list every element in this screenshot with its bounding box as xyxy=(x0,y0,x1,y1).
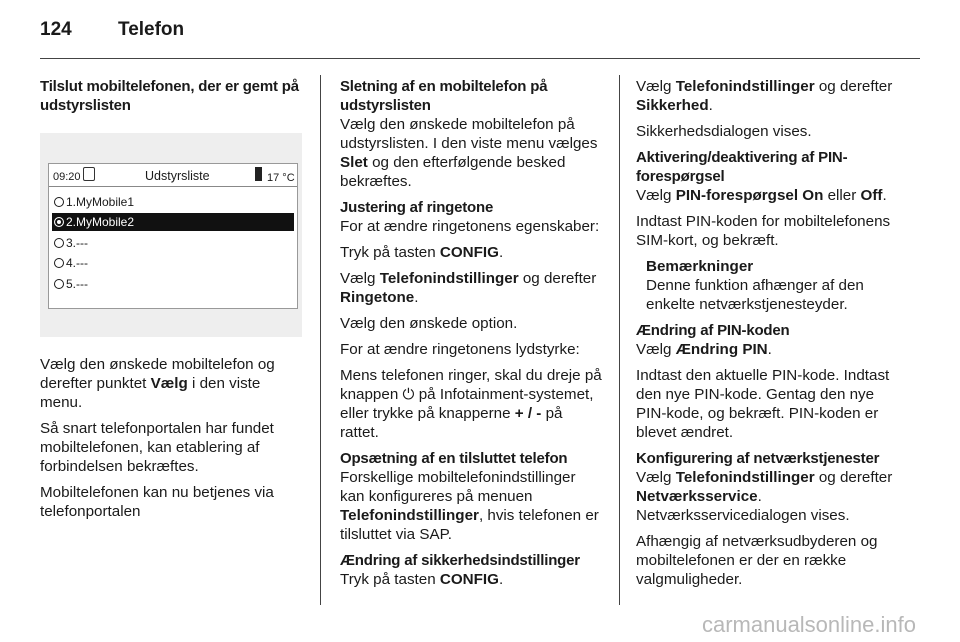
device-list-item: 1.MyMobile1 xyxy=(52,193,294,211)
heading-security-settings: Ændring af sikkerhedsindstillinger xyxy=(340,552,580,569)
display-screen xyxy=(48,163,298,309)
thermometer-icon xyxy=(255,167,262,181)
column-divider-1 xyxy=(320,75,321,605)
paragraph: Tryk på tasten CONFIG. xyxy=(340,571,504,588)
heading-pin-request: Aktivering/deaktivering af PIN-forespørgsel xyxy=(636,149,848,185)
phone-icon xyxy=(83,167,95,181)
screen-temperature: 17 °C xyxy=(267,172,295,184)
column-3 xyxy=(636,77,904,596)
column-1 xyxy=(40,77,305,528)
paragraph: Vælg den ønskede option. xyxy=(340,315,518,332)
screen-title: Udstyrsliste xyxy=(145,169,210,183)
radio-button-icon xyxy=(54,279,64,289)
paragraph: Vælg den ønskede mobiltelefon og derefter punktet Vælg i den viste menu. xyxy=(40,356,275,411)
note-box xyxy=(646,257,904,314)
radio-button-icon xyxy=(54,258,64,268)
heading-network-services: Konfigurering af netværkstjenester xyxy=(636,450,880,467)
device-list-item: 3.--- xyxy=(52,234,294,252)
paragraph: Indtast den aktuelle PIN-kode. Indtast den nye PIN-kode. Gentag den nye PIN-kode, og bekræft. PIN-koden er blevet ændret. xyxy=(636,367,890,441)
paragraph: Vælg Ændring PIN. xyxy=(636,341,772,358)
paragraph: Forskellige mobiltelefonindstillinger kan konfigureres på menuen Telefonindstillinger, hvis telefonen er tilsluttet via SAP. xyxy=(340,469,599,543)
radio-button-icon xyxy=(54,197,64,207)
page-header xyxy=(0,0,960,62)
heading-ringtone: Justering af ringetone xyxy=(340,199,494,216)
heading-delete-phone: Sletning af en mobiltelefon på udstyrslisten xyxy=(340,78,548,114)
paragraph: Vælg PIN-forespørgsel On eller Off. xyxy=(636,187,887,204)
device-list-item: 4.--- xyxy=(52,254,294,272)
paragraph: Afhængig af netværksudbyderen og mobiltelefonen er der en række valgmuligheder. xyxy=(636,533,878,588)
power-knob-icon: ⏻ xyxy=(402,386,415,403)
heading-connected-phone-setup: Opsætning af en tilsluttet telefon xyxy=(340,450,568,467)
radio-button-icon xyxy=(54,238,64,248)
header-divider xyxy=(40,58,920,59)
screen-illustration xyxy=(40,133,302,337)
device-list-item: 5.--- xyxy=(52,275,294,293)
column-2 xyxy=(340,77,604,596)
heading-change-pin: Ændring af PIN-koden xyxy=(636,322,790,339)
paragraph: Vælg den ønskede mobiltelefon på udstyrslisten. I den viste menu vælges Slet og den efterfølgende besked bekræftes. xyxy=(340,116,598,190)
paragraph: Sikkerhedsdialogen vises. xyxy=(636,123,812,140)
note-text: Denne funktion afhænger af den enkelte netværkstjenesteyder. xyxy=(646,277,864,313)
page-number: 124 xyxy=(40,19,72,40)
paragraph: For at ændre ringetonens egenskaber: xyxy=(340,218,600,235)
paragraph: Mobiltelefonen kan nu betjenes via telefonportalen xyxy=(40,484,274,520)
paragraph: Vælg Telefonindstillinger og derefter Sikkerhed. xyxy=(636,78,893,114)
paragraph: For at ændre ringetonens lydstyrke: xyxy=(340,341,580,358)
column-divider-2 xyxy=(619,75,620,605)
heading-connect-stored-phone: Tilslut mobiltelefonen, der er gemt på udstyrslisten xyxy=(40,78,299,114)
screen-time: 09:20 xyxy=(53,171,81,183)
paragraph: Mens telefonen ringer, skal du dreje på knappen ⏻ på Infotainment-systemet, eller trykke på knapperne + / - på rattet. xyxy=(340,367,602,441)
radio-button-icon xyxy=(54,217,64,227)
paragraph: Indtast PIN-koden for mobiltelefonens SIM-kort, og bekræft. xyxy=(636,213,891,249)
note-title: Bemærkninger xyxy=(646,258,754,275)
paragraph: Vælg Telefonindstillinger og derefter Netværksservice. Netværksservicedialogen vises. xyxy=(636,469,893,524)
watermark: carmanualsonline.info xyxy=(701,612,916,637)
screen-status-bar xyxy=(49,164,297,187)
paragraph: Så snart telefonportalen har fundet mobiltelefonen, kan etablering af forbindelsen bekræftes. xyxy=(40,420,274,475)
device-list-item-selected: 2.MyMobile2 xyxy=(52,213,294,231)
paragraph: Tryk på tasten CONFIG. xyxy=(340,244,504,261)
section-title: Telefon xyxy=(118,19,185,40)
paragraph: Vælg Telefonindstillinger og derefter Ringetone. xyxy=(340,270,597,306)
